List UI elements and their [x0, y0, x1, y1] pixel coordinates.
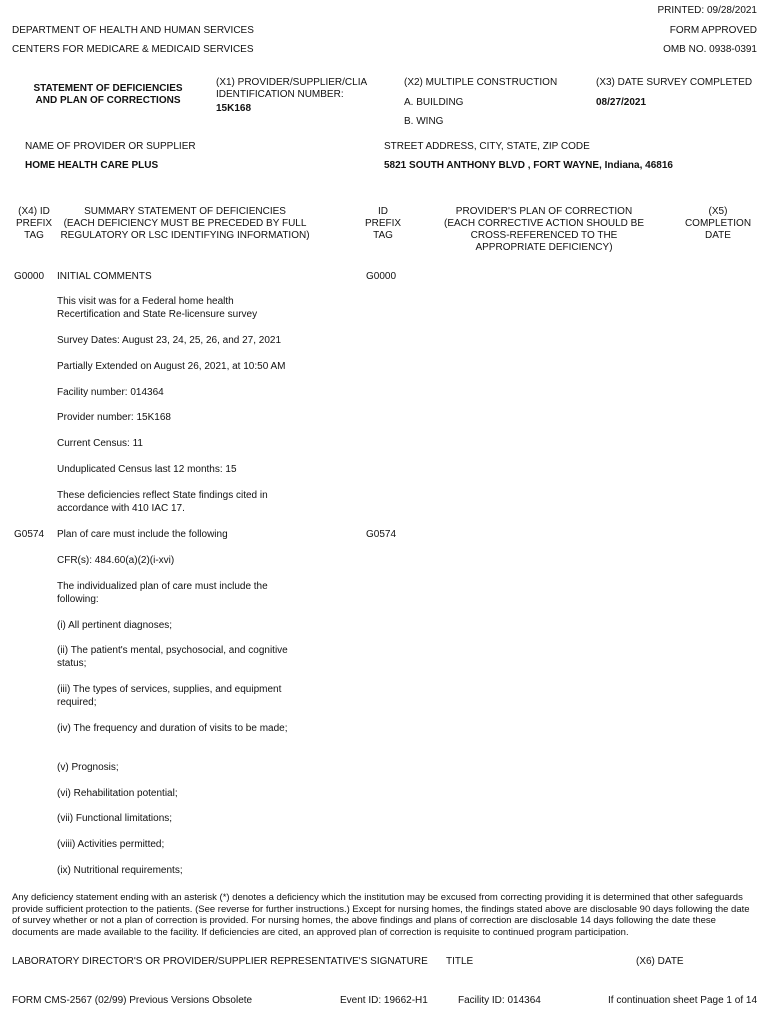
summary-paragraph: (vii) Functional limitations; — [57, 813, 173, 824]
summary-paragraph: (ii) The patient's mental, psychosocial, and cognitive status; — [57, 645, 288, 669]
id-header-line2: PREFIX — [364, 218, 402, 229]
plan-header-line4: APPROPRIATE DEFICIENCY) — [475, 242, 613, 253]
signature-label: LABORATORY DIRECTOR'S OR PROVIDER/SUPPLIER REPRESENTATIVE'S SIGNATURE — [12, 956, 428, 967]
x4-header-line3: TAG — [24, 230, 44, 241]
summary-paragraph: (vi) Rehabilitation potential; — [57, 788, 178, 799]
x3-label: (X3) DATE SURVEY COMPLETED — [596, 77, 753, 88]
form-number: FORM CMS-2567 (02/99) Previous Versions Obsolete — [12, 995, 253, 1006]
disclaimer-text: Any deficiency statement ending with an asterisk (*) denotes a deficiency which the institution may be excused from correcting providing it is determined that other safeguards provide sufficient protection to the patients. (See reverse for further instructions.) Except for nursing homes, the findings stated above are disclosable 90 days following the date of survey whether or not a plan of correction is provided. For nursing homes, the above findings and plans of correction are disclosable 14 days following the date these documents are made available to the facility. If deficiencies are cited, an approved plan of correction is requisite to continued program participation. — [12, 892, 750, 938]
summary-paragraph: Partially Extended on August 26, 2021, at 10:50 AM — [57, 361, 286, 372]
summary-paragraph: Survey Dates: August 23, 24, 25, 26, and 27, 2021 — [57, 335, 282, 346]
id-header-line3: TAG — [373, 230, 393, 241]
summary-header-line3: REGULATORY OR LSC IDENTIFYING INFORMATION) — [60, 230, 310, 241]
x3-value: 08/27/2021 — [596, 97, 647, 108]
facility-id: Facility ID: 014364 — [458, 995, 541, 1006]
statement-title-line2: AND PLAN OF CORRECTIONS — [35, 95, 181, 106]
x4-header-line2: PREFIX — [15, 218, 53, 229]
title-label: TITLE — [446, 956, 474, 967]
summary-paragraph: The individualized plan of care must include the following: — [57, 581, 268, 605]
plan-header-line2: (EACH CORRECTIVE ACTION SHOULD BE — [443, 218, 645, 229]
centers-name: CENTERS FOR MEDICARE & MEDICAID SERVICES — [12, 44, 254, 55]
summary-paragraph: (v) Prognosis; — [57, 762, 119, 773]
summary-paragraph: (ix) Nutritional requirements; — [57, 865, 183, 876]
plan-header-line3: CROSS-REFERENCED TO THE — [470, 230, 618, 241]
provider-name: HOME HEALTH CARE PLUS — [25, 160, 159, 171]
summary-paragraph: Facility number: 014364 — [57, 387, 164, 398]
provider-name-label: NAME OF PROVIDER OR SUPPLIER — [25, 141, 196, 152]
form-approved: FORM APPROVED — [669, 25, 757, 36]
x1-value: 15K168 — [216, 103, 252, 114]
tag-g0574-right: G0574 — [366, 529, 397, 540]
entry-title-initial-comments: INITIAL COMMENTS — [57, 271, 152, 282]
summary-paragraph: Provider number: 15K168 — [57, 412, 171, 423]
tag-g0000: G0000 — [14, 271, 45, 282]
plan-header-line1: PROVIDER'S PLAN OF CORRECTION — [455, 206, 633, 217]
x1-label-line1: (X1) PROVIDER/SUPPLIER/CLIA — [216, 77, 368, 88]
tag-g0574: G0574 — [14, 529, 45, 540]
summary-paragraph: (i) All pertinent diagnoses; — [57, 620, 173, 631]
provider-address: 5821 SOUTH ANTHONY BLVD , FORT WAYNE, Indiana, 46816 — [384, 160, 673, 171]
x2-wing: B. WING — [404, 116, 444, 127]
id-header-line1: ID — [378, 206, 388, 217]
omb-number: OMB NO. 0938-0391 — [663, 44, 757, 55]
summary-paragraph: CFR(s): 484.60(a)(2)(i-xvi) — [57, 555, 175, 566]
x2-label: (X2) MULTIPLE CONSTRUCTION — [404, 77, 558, 88]
department-name: DEPARTMENT OF HEALTH AND HUMAN SERVICES — [12, 25, 254, 36]
summary-paragraph: (iii) The types of services, supplies, and equipment required; — [57, 684, 282, 708]
summary-paragraph: Current Census: 11 — [57, 438, 143, 449]
x4-header-line1: (X4) ID — [18, 206, 50, 217]
x2-building: A. BUILDING — [404, 97, 464, 108]
x5-header-line3: DATE — [705, 230, 731, 241]
x5-header-line1: (X5) — [708, 206, 728, 217]
tag-g0000-right: G0000 — [366, 271, 397, 282]
summary-paragraph: Unduplicated Census last 12 months: 15 — [57, 464, 237, 475]
x5-header-line2: COMPLETION — [684, 218, 752, 229]
printed-date: PRINTED: 09/28/2021 — [657, 5, 757, 16]
summary-paragraph: This visit was for a Federal home health Recertification and State Re-licensure survey — [57, 296, 258, 320]
event-id: Event ID: 19662-H1 — [340, 995, 428, 1006]
address-label: STREET ADDRESS, CITY, STATE, ZIP CODE — [384, 141, 590, 152]
x1-label-line2: IDENTIFICATION NUMBER: — [216, 89, 344, 100]
statement-title-line1: STATEMENT OF DEFICIENCIES — [33, 83, 183, 94]
page-indicator: If continuation sheet Page 1 of 14 — [608, 995, 757, 1006]
entry-title-plan-of-care: Plan of care must include the following — [57, 529, 228, 540]
summary-header-line2: (EACH DEFICIENCY MUST BE PRECEDED BY FULL — [63, 218, 307, 229]
date-label: (X6) DATE — [636, 956, 684, 967]
summary-paragraph: (viii) Activities permitted; — [57, 839, 165, 850]
summary-paragraph: These deficiencies reflect State findings cited in accordance with 410 IAC 17. — [57, 490, 268, 514]
summary-header-line1: SUMMARY STATEMENT OF DEFICIENCIES — [84, 206, 286, 217]
summary-paragraph: (iv) The frequency and duration of visits to be made; — [57, 723, 288, 734]
